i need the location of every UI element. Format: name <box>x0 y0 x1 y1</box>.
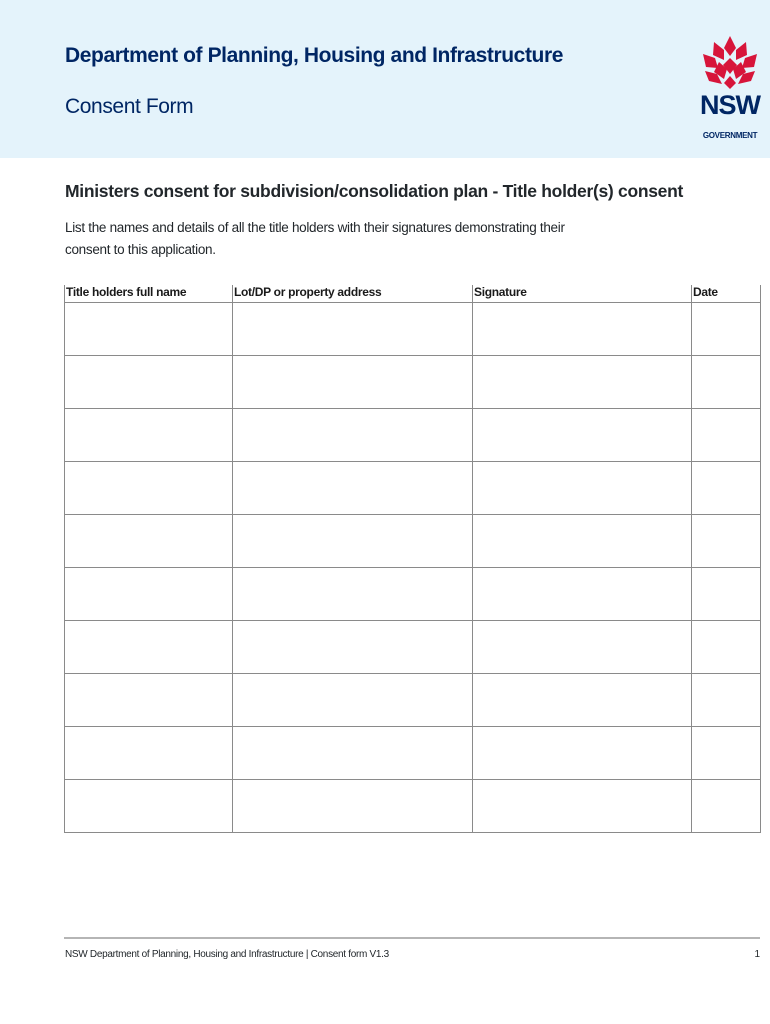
table-row <box>65 568 761 621</box>
full-name-cell[interactable] <box>65 303 233 356</box>
table-row <box>65 727 761 780</box>
full-name-cell[interactable] <box>65 356 233 409</box>
address-cell[interactable] <box>233 780 473 833</box>
table-row <box>65 621 761 674</box>
full-name-cell[interactable] <box>65 780 233 833</box>
full-name-cell[interactable] <box>65 462 233 515</box>
address-cell[interactable] <box>233 621 473 674</box>
date-cell[interactable] <box>692 462 761 515</box>
signature-cell[interactable] <box>473 568 692 621</box>
table-row <box>65 674 761 727</box>
date-cell[interactable] <box>692 727 761 780</box>
signature-cell[interactable] <box>473 727 692 780</box>
table-row <box>65 462 761 515</box>
signature-cell[interactable] <box>473 515 692 568</box>
date-cell[interactable] <box>692 303 761 356</box>
full-name-cell[interactable] <box>65 568 233 621</box>
footer-divider <box>64 937 760 939</box>
date-cell[interactable] <box>692 515 761 568</box>
table-row <box>65 780 761 833</box>
nsw-government-logo <box>700 34 760 146</box>
table-row <box>65 303 761 356</box>
full-name-cell[interactable] <box>65 409 233 462</box>
date-cell[interactable] <box>692 409 761 462</box>
signature-cell[interactable] <box>473 409 692 462</box>
column-header-date: Date <box>692 285 761 303</box>
table-row <box>65 515 761 568</box>
signature-cell[interactable] <box>473 780 692 833</box>
column-header-address: Lot/DP or property address <box>233 285 473 303</box>
full-name-cell[interactable] <box>65 621 233 674</box>
signature-cell[interactable] <box>473 462 692 515</box>
instructions-text: List the names and details of all the title holders with their signatures demonstrating their consent to this application. <box>65 220 565 257</box>
address-cell[interactable] <box>233 568 473 621</box>
form-title: Consent Form <box>65 95 194 118</box>
address-cell[interactable] <box>233 303 473 356</box>
signature-cell[interactable] <box>473 303 692 356</box>
address-cell[interactable] <box>233 462 473 515</box>
full-name-cell[interactable] <box>65 727 233 780</box>
waratah-flower-icon <box>700 34 760 90</box>
department-title: Department of Planning, Housing and Infrastructure <box>65 44 564 67</box>
logo-nsw-text: NSW <box>700 90 760 120</box>
title-holders-table <box>64 285 761 833</box>
address-cell[interactable] <box>233 356 473 409</box>
column-header-signature: Signature <box>473 285 692 303</box>
address-cell[interactable] <box>233 515 473 568</box>
full-name-cell[interactable] <box>65 674 233 727</box>
date-cell[interactable] <box>692 621 761 674</box>
date-cell[interactable] <box>692 568 761 621</box>
header-band <box>0 0 770 158</box>
full-name-cell[interactable] <box>65 515 233 568</box>
address-cell[interactable] <box>233 409 473 462</box>
date-cell[interactable] <box>692 780 761 833</box>
table-row <box>65 409 761 462</box>
table-header-row <box>65 285 761 303</box>
logo-government-text: GOVERNMENT <box>702 131 758 140</box>
column-header-full-name: Title holders full name <box>65 285 233 303</box>
page-number: 1 <box>754 949 760 960</box>
address-cell[interactable] <box>233 674 473 727</box>
date-cell[interactable] <box>692 674 761 727</box>
signature-cell[interactable] <box>473 674 692 727</box>
address-cell[interactable] <box>233 727 473 780</box>
signature-cell[interactable] <box>473 621 692 674</box>
section-heading: Ministers consent for subdivision/consolidation plan - Title holder(s) consent <box>65 181 684 201</box>
table-row <box>65 356 761 409</box>
footer-text: NSW Department of Planning, Housing and Infrastructure | Consent form V1.3 <box>65 949 389 960</box>
signature-cell[interactable] <box>473 356 692 409</box>
date-cell[interactable] <box>692 356 761 409</box>
